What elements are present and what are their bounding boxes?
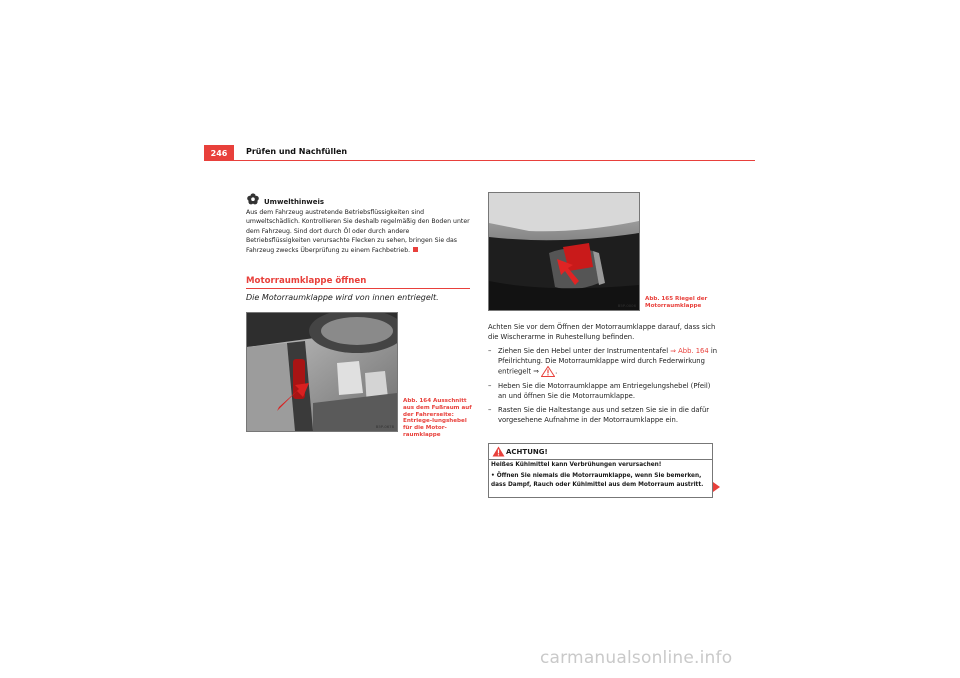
warning-line: Heißes Kühlmittel kann Verbrühungen verursachen! — [491, 462, 662, 468]
environment-note-title: Umwelthinweis — [264, 198, 325, 206]
hood-latch-figure — [488, 192, 640, 311]
figure-code: B5P-0678 — [375, 424, 394, 429]
step-item: – Rasten Sie die Haltestange aus und setzen Sie sie in die dafür vorgesehene Aufnahme in der Motorraumklappe ein. — [488, 406, 710, 424]
step-item: – Ziehen Sie den Hebel unter der Instrumententafel ⇒ Abb. 164 in Pfeilrichtung. Die Motorraumklappe wird durch Federwirkung entriegelt ⇒ . — [488, 347, 718, 376]
watermark: carmanualsonline.info — [540, 648, 733, 668]
environment-note-text: Aus dem Fahrzeug austretende Betriebsflüssigkeiten sind umweltschädlich. Kontrollieren Sie deshalb regelmäßig den Boden unter dem Fahrzeug. Sind dort durch Öl oder durch andere Betriebsflüssigkeiten verursachte Flecken zu sehen, bringen Sie das Fahrzeug zwecks Überprüfung zu einem Fachbetrieb. — [246, 209, 470, 254]
figure-code: B5P-0006 — [617, 303, 636, 308]
step-item: – Heben Sie die Motorraumklappe am Entriegelungshebel (Pfeil) an und öffnen Sie die Motorraumklappe. — [488, 382, 711, 400]
figure-164-caption: Abb. 164 Ausschnitt aus dem Fußraum auf der Fahrerseite: Entriege-lungshebel für die Motor-raumklappe — [403, 398, 472, 438]
warning-bullet-text: • Öffnen Sie niemals die Motorraumklappe, wenn Sie bemerken, dass Dampf, Rauch oder Kühlmittel aus dem Motorraum austritt. — [491, 473, 704, 488]
section-title: Motorraumklappe öffnen — [246, 276, 367, 286]
warning-title: ACHTUNG! — [506, 448, 548, 456]
instruction-text — [488, 322, 718, 429]
continue-arrow-icon — [713, 482, 720, 492]
warning-triangle-icon[interactable] — [541, 366, 555, 377]
figure-165-caption: Abb. 165 Riegel der Motorraumklappe — [645, 296, 708, 309]
warning-divider — [489, 459, 712, 460]
section-divider — [246, 288, 470, 289]
warning-box — [488, 443, 713, 498]
footwell-release-lever-figure — [246, 312, 398, 432]
figure-reference-link[interactable]: ⇒ Abb. 164 — [670, 347, 709, 355]
section-subtitle: Die Motorraumklappe wird von innen entriegelt. — [246, 293, 439, 302]
warning-triangle-icon — [492, 446, 505, 457]
header-divider — [204, 160, 755, 161]
header-title: Prüfen und Nachfüllen — [246, 147, 348, 156]
environment-flower-icon — [246, 192, 260, 206]
page-number: 246 — [204, 145, 234, 161]
section-end-marker — [413, 247, 418, 252]
intro-paragraph: Achten Sie vor dem Öffnen der Motorraumklappe darauf, dass sich die Wischerarme in Ruhestellung befinden. — [488, 323, 716, 341]
